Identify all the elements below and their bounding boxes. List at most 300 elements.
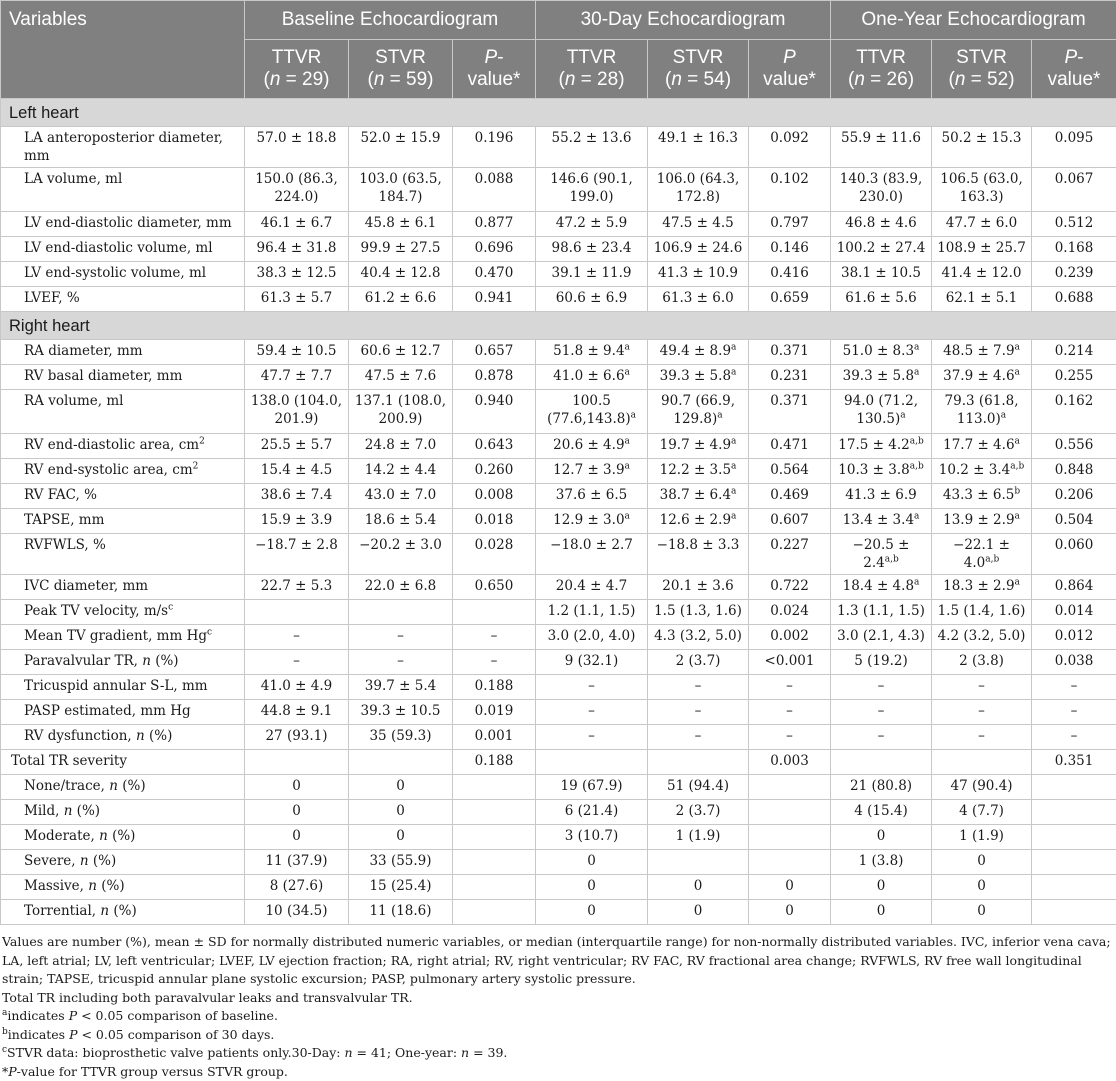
table-cell: 0.067 (1032, 168, 1116, 212)
table-cell: 98.6 ± 23.4 (536, 237, 648, 262)
table-cell (453, 875, 536, 900)
row-label: Mild, n (%) (1, 800, 245, 825)
table-cell: 0.416 (749, 262, 831, 287)
table-cell: 51.8 ± 9.4$^a$ (536, 340, 648, 365)
table-cell: 0.060 (1032, 534, 1116, 575)
variables-header: Variables (1, 1, 245, 99)
table-cell: 1.3 (1.1, 1.5) (831, 600, 932, 625)
table-cell: 10 (34.5) (245, 900, 349, 925)
table-cell: – (349, 650, 453, 675)
table-cell: −20.2 ± 3.0 (349, 534, 453, 575)
table-cell: 0.014 (1032, 600, 1116, 625)
table-cell (932, 750, 1032, 775)
table-cell: 3 (10.7) (536, 825, 648, 850)
table-cell: – (932, 700, 1032, 725)
table-cell: 0.038 (1032, 650, 1116, 675)
table-cell: 14.2 ± 4.4 (349, 459, 453, 484)
table-cell: 0 (932, 875, 1032, 900)
table-cell (1032, 775, 1116, 800)
table-cell: 0.002 (749, 625, 831, 650)
table-cell: – (749, 700, 831, 725)
footnote: $^a$indicates P < 0.05 comparison of baseline. (2, 1007, 1112, 1026)
table-cell: 41.3 ± 6.9 (831, 484, 932, 509)
footnote: Values are number (%), mean ± SD for normally distributed numeric variables, or median (interquartile range) for non-normally distributed variables. IVC, inferior vena cava; LA, left atrial; LV, left ventricular; LVEF, LV ejection fraction; RA, right atrial; RV, right ventricular; RV FAC, RV fractional area change; RVFWLS, RV free wall longitudinal strain; TAPSE, tricuspid annular plane systolic excursion; PASP, pulmonary artery systolic pressure. (2, 933, 1112, 989)
table-cell: 38.1 ± 10.5 (831, 262, 932, 287)
table-cell: 48.5 ± 7.9$^a$ (932, 340, 1032, 365)
table-cell: $10.3 \pm 3.8^{a,b}$ (831, 459, 932, 484)
table-cell: 0.003 (749, 750, 831, 775)
table-cell: – (648, 725, 749, 750)
table-row (1, 534, 1116, 575)
table-row (1, 775, 1116, 800)
table-cell: 61.6 ± 5.6 (831, 287, 932, 312)
row-label: LA anteroposterior diameter, mm (1, 127, 245, 168)
table-cell (749, 800, 831, 825)
table-cell (1032, 850, 1116, 875)
row-label: RV end-diastolic area, $cm^2$ (1, 434, 245, 459)
table-cell: 47.5 ± 7.6 (349, 365, 453, 390)
table-cell: $-22.1 \pm 4.0^{a,b}$ (932, 534, 1032, 575)
table-cell: 46.1 ± 6.7 (245, 212, 349, 237)
section-title: Right heart (1, 312, 1116, 340)
table-cell: 0.607 (749, 509, 831, 534)
table-cell: 0 (245, 775, 349, 800)
table-cell: 1.2 (1.1, 1.5) (536, 600, 648, 625)
table-row (1, 825, 1116, 850)
table-cell: 96.4 ± 31.8 (245, 237, 349, 262)
table-cell (1032, 800, 1116, 825)
table-cell: 0.659 (749, 287, 831, 312)
table-cell: 52.0 ± 15.9 (349, 127, 453, 168)
table-footnotes (0, 925, 1116, 1081)
table-cell: 4.3 (3.2, 5.0) (648, 625, 749, 650)
table-cell: 47 (90.4) (932, 775, 1032, 800)
table-cell: 49.4 ± 8.9$^a$ (648, 340, 749, 365)
row-label: LV end-diastolic diameter, mm (1, 212, 245, 237)
table-cell: 0 (349, 825, 453, 850)
table-cell: 11 (18.6) (349, 900, 453, 925)
table-cell (453, 775, 536, 800)
table-row (1, 850, 1116, 875)
table-cell (245, 600, 349, 625)
table-cell: 18.3 ± 2.9$^a$ (932, 575, 1032, 600)
table-cell: 0.008 (453, 484, 536, 509)
table-cell: 0.196 (453, 127, 536, 168)
table-cell: 100.5 $(77.6,143.8)^a$ (536, 390, 648, 434)
table-cell: 106.9 ± 24.6 (648, 237, 749, 262)
subheader-ttvr-30-day: TTVR (n = 28) (536, 40, 648, 99)
table-cell: 0.162 (1032, 390, 1116, 434)
table-cell: 0 (831, 875, 932, 900)
table-cell: 0.001 (453, 725, 536, 750)
table-cell: 55.9 ± 11.6 (831, 127, 932, 168)
table-cell: 38.3 ± 12.5 (245, 262, 349, 287)
table-cell: 51.0 ± 8.3$^a$ (831, 340, 932, 365)
table-row (1, 875, 1116, 900)
table-cell: 0.255 (1032, 365, 1116, 390)
table-cell: 0.260 (453, 459, 536, 484)
table-cell: – (932, 725, 1032, 750)
table-cell: 146.6 (90.1, 199.0) (536, 168, 648, 212)
table-cell: 0 (932, 900, 1032, 925)
table-cell: 49.1 ± 16.3 (648, 127, 749, 168)
table-cell: 1.5 (1.3, 1.6) (648, 600, 749, 625)
table-cell (648, 750, 749, 775)
table-row (1, 625, 1116, 650)
row-label: LVEF, % (1, 287, 245, 312)
table-cell: 0.470 (453, 262, 536, 287)
table-cell: 61.3 ± 5.7 (245, 287, 349, 312)
table-cell: 41.0 ± 4.9 (245, 675, 349, 700)
table-cell: 1 (1.9) (932, 825, 1032, 850)
table-cell (349, 600, 453, 625)
table-cell: 18.4 ± 4.8$^a$ (831, 575, 932, 600)
table-cell: 8 (27.6) (245, 875, 349, 900)
table-cell: 1 (3.8) (831, 850, 932, 875)
table-cell: 13.4 ± 3.4$^a$ (831, 509, 932, 534)
row-label: Mean TV gradient, mm Hg$^c$ (1, 625, 245, 650)
table-cell: 0.019 (453, 700, 536, 725)
table-cell: 0.556 (1032, 434, 1116, 459)
table-cell: 137.1 (108.0, 200.9) (349, 390, 453, 434)
table-cell: $17.5 \pm 4.2^{a,b}$ (831, 434, 932, 459)
table-row (1, 600, 1116, 625)
table-cell: 0.564 (749, 459, 831, 484)
table-row (1, 484, 1116, 509)
table-cell: 0.012 (1032, 625, 1116, 650)
table-row (1, 800, 1116, 825)
table-cell: 41.0 ± 6.6$^a$ (536, 365, 648, 390)
section-title: Left heart (1, 99, 1116, 127)
table-cell: 13.9 ± 2.9$^a$ (932, 509, 1032, 534)
row-label: RV FAC, % (1, 484, 245, 509)
footnote: Total TR including both paravalvular leaks and transvalvular TR. (2, 989, 1112, 1008)
table-cell: – (245, 650, 349, 675)
row-label: LA volume, ml (1, 168, 245, 212)
row-label: TAPSE, mm (1, 509, 245, 534)
footnote: *P-value for TTVR group versus STVR group. (2, 1063, 1112, 1081)
group-header-baseline: Baseline Echocardiogram (245, 1, 536, 40)
section-header-row (1, 312, 1116, 340)
table-row (1, 459, 1116, 484)
table-row (1, 168, 1116, 212)
table-cell: 0.028 (453, 534, 536, 575)
table-cell: 0.371 (749, 340, 831, 365)
table-cell: 44.8 ± 9.1 (245, 700, 349, 725)
table-cell: – (831, 725, 932, 750)
table-cell: 100.2 ± 27.4 (831, 237, 932, 262)
table-cell (648, 850, 749, 875)
table-cell: 55.2 ± 13.6 (536, 127, 648, 168)
row-label: Torrential, n (%) (1, 900, 245, 925)
table-cell (749, 825, 831, 850)
table-cell: 46.8 ± 4.6 (831, 212, 932, 237)
table-cell: – (1032, 725, 1116, 750)
table-cell: – (749, 725, 831, 750)
table-cell: 61.3 ± 6.0 (648, 287, 749, 312)
table-cell: 5 (19.2) (831, 650, 932, 675)
table-cell: – (932, 675, 1032, 700)
table-cell: 12.2 ± 3.5$^a$ (648, 459, 749, 484)
table-cell: 37.9 ± 4.6$^a$ (932, 365, 1032, 390)
table-cell: 9 (32.1) (536, 650, 648, 675)
table-cell: – (536, 725, 648, 750)
table-cell: 0.797 (749, 212, 831, 237)
row-label: RV basal diameter, mm (1, 365, 245, 390)
table-cell: 0.864 (1032, 575, 1116, 600)
table-cell: 19 (67.9) (536, 775, 648, 800)
row-label: RV dysfunction, n (%) (1, 725, 245, 750)
table-cell: 0.095 (1032, 127, 1116, 168)
table-cell: – (245, 625, 349, 650)
table-cell: 0.188 (453, 675, 536, 700)
section-header-row (1, 99, 1116, 127)
table-header (1, 1, 1116, 99)
table-cell: 2 (3.7) (648, 800, 749, 825)
row-label: Paravalvular TR, n (%) (1, 650, 245, 675)
table-cell: – (536, 675, 648, 700)
table-cell: – (349, 625, 453, 650)
table-cell: 0.214 (1032, 340, 1116, 365)
table-cell: 90.7 (66.9, 129.8)$^a$ (648, 390, 749, 434)
table-cell: 38.7 ± 6.4$^a$ (648, 484, 749, 509)
row-label: Moderate, n (%) (1, 825, 245, 850)
table-cell: 0.088 (453, 168, 536, 212)
table-cell: 60.6 ± 12.7 (349, 340, 453, 365)
table-cell: 0.940 (453, 390, 536, 434)
table-cell: 0.722 (749, 575, 831, 600)
table-cell: −18.0 ± 2.7 (536, 534, 648, 575)
subheader-ttvr-baseline: TTVR (n = 29) (245, 40, 349, 99)
table-cell: 99.9 ± 27.5 (349, 237, 453, 262)
table-cell: 0 (245, 800, 349, 825)
table-cell: 47.7 ± 6.0 (932, 212, 1032, 237)
table-cell: 0.231 (749, 365, 831, 390)
table-cell: 3.0 (2.1, 4.3) (831, 625, 932, 650)
table-cell (749, 775, 831, 800)
table-cell: 0.227 (749, 534, 831, 575)
row-label: Severe, n (%) (1, 850, 245, 875)
table-body (1, 99, 1116, 925)
table-cell: 94.0 (71.2, 130.5)$^a$ (831, 390, 932, 434)
table-cell: 12.9 ± 3.0$^a$ (536, 509, 648, 534)
table-cell: 50.2 ± 15.3 (932, 127, 1032, 168)
row-label: Massive, n (%) (1, 875, 245, 900)
table-cell: 25.5 ± 5.7 (245, 434, 349, 459)
table-cell: – (831, 675, 932, 700)
table-cell: 0 (536, 900, 648, 925)
table-cell: – (453, 650, 536, 675)
table-cell: −18.8 ± 3.3 (648, 534, 749, 575)
footnote: $^c$STVR data: bioprosthetic valve patients only.30-Day: n = 41; One-year: n = 39. (2, 1044, 1112, 1063)
table-cell: 3.0 (2.0, 4.0) (536, 625, 648, 650)
table-cell: 138.0 (104.0, 201.9) (245, 390, 349, 434)
table-cell: 6 (21.4) (536, 800, 648, 825)
table-cell: 0.504 (1032, 509, 1116, 534)
table-cell: 0.643 (453, 434, 536, 459)
table-cell: 60.6 ± 6.9 (536, 287, 648, 312)
table-row (1, 287, 1116, 312)
table-cell: 4.2 (3.2, 5.0) (932, 625, 1032, 650)
table-cell: 0 (648, 900, 749, 925)
table-cell: – (536, 700, 648, 725)
table-cell (453, 850, 536, 875)
table-row (1, 725, 1116, 750)
row-label: Tricuspid annular S-L, mm (1, 675, 245, 700)
row-label: IVC diameter, mm (1, 575, 245, 600)
table-row (1, 390, 1116, 434)
table-cell: 15 (25.4) (349, 875, 453, 900)
table-cell: 12.6 ± 2.9$^a$ (648, 509, 749, 534)
table-cell: 103.0 (63.5, 184.7) (349, 168, 453, 212)
table-cell: 0.471 (749, 434, 831, 459)
table-cell (453, 900, 536, 925)
table-cell: 0 (932, 850, 1032, 875)
table-cell: 0 (749, 900, 831, 925)
table-cell: 0.092 (749, 127, 831, 168)
table-cell: 37.6 ± 6.5 (536, 484, 648, 509)
table-cell: 57.0 ± 18.8 (245, 127, 349, 168)
table-row (1, 700, 1116, 725)
table-cell: 0.024 (749, 600, 831, 625)
table-cell: 0.102 (749, 168, 831, 212)
table-row (1, 212, 1116, 237)
subheader-stvr-one-year: STVR (n = 52) (932, 40, 1032, 99)
table-cell: 0.018 (453, 509, 536, 534)
table-cell: 0.469 (749, 484, 831, 509)
table-cell: 0 (749, 875, 831, 900)
table-cell: 11 (37.9) (245, 850, 349, 875)
row-label: None/trace, n (%) (1, 775, 245, 800)
subheader-pvalue-one-year: P- value* (1032, 40, 1116, 99)
table-cell: 39.1 ± 11.9 (536, 262, 648, 287)
table-cell: $10.2 \pm 3.4^{a,b}$ (932, 459, 1032, 484)
table-cell: 0 (648, 875, 749, 900)
table-cell: 21 (80.8) (831, 775, 932, 800)
table-cell: <0.001 (749, 650, 831, 675)
table-cell: 51 (94.4) (648, 775, 749, 800)
table-cell: 0.688 (1032, 287, 1116, 312)
table-cell (1032, 900, 1116, 925)
table-row (1, 900, 1116, 925)
table-cell: 43.3 ± 6.5$^b$ (932, 484, 1032, 509)
table-cell: 40.4 ± 12.8 (349, 262, 453, 287)
table-cell: 19.7 ± 4.9$^a$ (648, 434, 749, 459)
table-cell: 38.6 ± 7.4 (245, 484, 349, 509)
table-cell: 22.7 ± 5.3 (245, 575, 349, 600)
table-cell: 0.371 (749, 390, 831, 434)
row-label: RA volume, ml (1, 390, 245, 434)
table-cell: 0.146 (749, 237, 831, 262)
table-cell: – (1032, 675, 1116, 700)
table-cell: 0.878 (453, 365, 536, 390)
table-cell: 47.7 ± 7.7 (245, 365, 349, 390)
row-label: LV end-systolic volume, ml (1, 262, 245, 287)
table-row (1, 237, 1116, 262)
table-cell: 39.7 ± 5.4 (349, 675, 453, 700)
table-cell: 15.9 ± 3.9 (245, 509, 349, 534)
table-cell (749, 850, 831, 875)
table-cell: 1 (1.9) (648, 825, 749, 850)
table-cell (1032, 875, 1116, 900)
table-row (1, 434, 1116, 459)
table-cell: 0 (245, 825, 349, 850)
table-cell: 41.3 ± 10.9 (648, 262, 749, 287)
table-cell: 106.5 (63.0, 163.3) (932, 168, 1032, 212)
table-row (1, 509, 1116, 534)
table-cell: 108.9 ± 25.7 (932, 237, 1032, 262)
table-cell: 20.4 ± 4.7 (536, 575, 648, 600)
table-cell: 35 (59.3) (349, 725, 453, 750)
table-cell: 0.239 (1032, 262, 1116, 287)
subheader-stvr-baseline: STVR (n = 59) (349, 40, 453, 99)
table-cell: 0 (831, 900, 932, 925)
table-cell: 43.0 ± 7.0 (349, 484, 453, 509)
row-label: RV end-systolic area, $cm^2$ (1, 459, 245, 484)
group-header-one-year: One-Year Echocardiogram (831, 1, 1116, 40)
table-cell: – (648, 675, 749, 700)
table-row (1, 750, 1116, 775)
table-row (1, 675, 1116, 700)
table-cell: 39.3 ± 10.5 (349, 700, 453, 725)
table-cell: 0.657 (453, 340, 536, 365)
table-cell: 0 (536, 850, 648, 875)
table-cell: 106.0 (64.3, 172.8) (648, 168, 749, 212)
subheader-stvr-30-day: STVR (n = 54) (648, 40, 749, 99)
table-cell: 1.5 (1.4, 1.6) (932, 600, 1032, 625)
table-cell: 0.941 (453, 287, 536, 312)
table-cell: 27 (93.1) (245, 725, 349, 750)
table-cell: 24.8 ± 7.0 (349, 434, 453, 459)
footnote: $^b$indicates P < 0.05 comparison of 30 days. (2, 1026, 1112, 1045)
table-cell: 39.3 ± 5.8$^a$ (648, 365, 749, 390)
table-cell: 0.188 (453, 750, 536, 775)
table-cell: 0 (536, 875, 648, 900)
table-cell: 0.877 (453, 212, 536, 237)
table-cell: – (831, 700, 932, 725)
table-cell: 4 (7.7) (932, 800, 1032, 825)
row-label: Peak TV velocity, $m/s^c$ (1, 600, 245, 625)
table-cell (536, 750, 648, 775)
group-header-30-day: 30-Day Echocardiogram (536, 1, 831, 40)
table-cell: 20.1 ± 3.6 (648, 575, 749, 600)
table-row (1, 340, 1116, 365)
row-label: Total TR severity (1, 750, 245, 775)
table-cell: 0 (349, 775, 453, 800)
table-cell: 47.2 ± 5.9 (536, 212, 648, 237)
table-row (1, 262, 1116, 287)
table-cell: 17.7 ± 4.6$^a$ (932, 434, 1032, 459)
table-row (1, 650, 1116, 675)
table-cell: 79.3 (61.8, 113.0)$^a$ (932, 390, 1032, 434)
table-cell (453, 825, 536, 850)
table-cell (453, 600, 536, 625)
row-label: PASP estimated, mm Hg (1, 700, 245, 725)
table-cell: 15.4 ± 4.5 (245, 459, 349, 484)
table-cell: – (1032, 700, 1116, 725)
table-cell: 12.7 ± 3.9$^a$ (536, 459, 648, 484)
table-cell: 33 (55.9) (349, 850, 453, 875)
table-cell: 18.6 ± 5.4 (349, 509, 453, 534)
table-cell: $-20.5 \pm 2.4^{a,b}$ (831, 534, 932, 575)
table-cell: 0 (831, 825, 932, 850)
table-cell: 2 (3.8) (932, 650, 1032, 675)
table-row (1, 365, 1116, 390)
table-cell: – (648, 700, 749, 725)
table-cell: 22.0 ± 6.8 (349, 575, 453, 600)
row-label: RA diameter, mm (1, 340, 245, 365)
subheader-pvalue-baseline: P- value* (453, 40, 536, 99)
